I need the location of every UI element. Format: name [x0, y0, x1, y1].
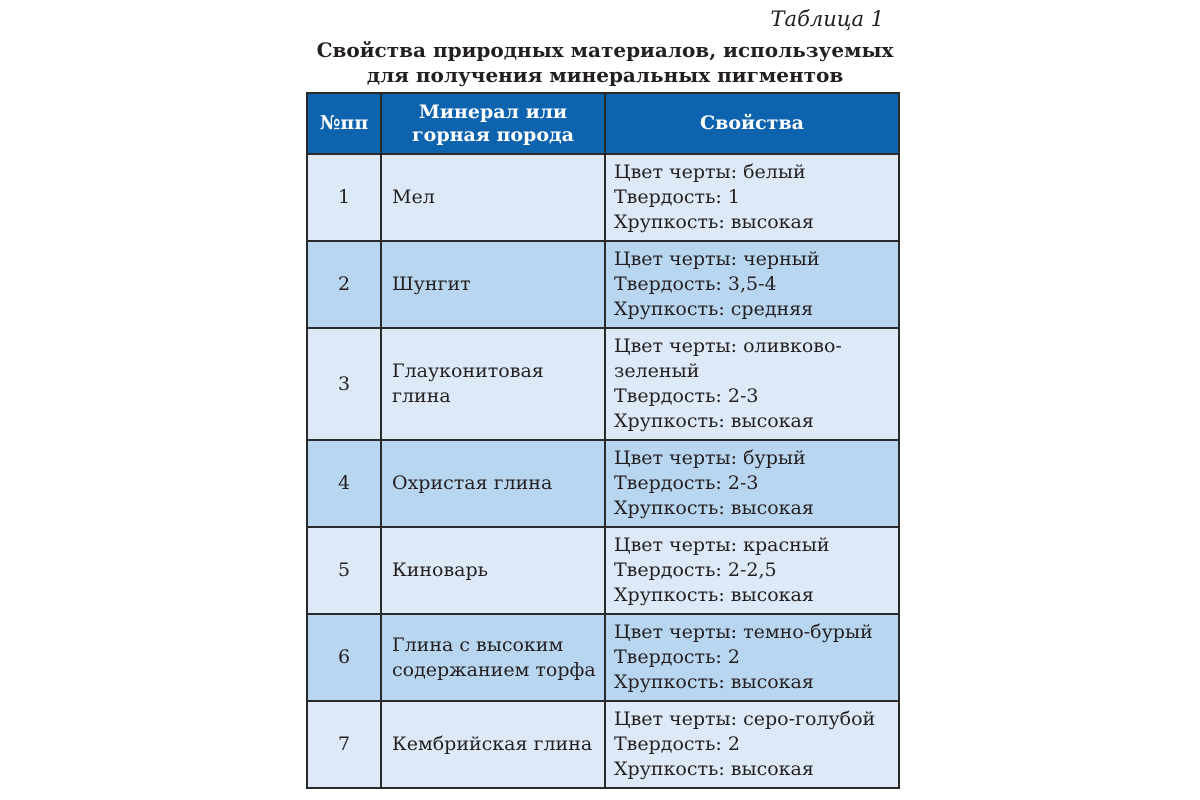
table-row — [307, 440, 899, 527]
streak-color: Цвет черты: серо-голубой — [614, 708, 876, 730]
mineral-name: Охристая глина — [381, 440, 605, 527]
table-row — [307, 328, 899, 440]
streak-color: Цвет черты: бурый — [614, 447, 806, 469]
row-number: 6 — [307, 614, 381, 701]
properties-cell — [605, 154, 899, 241]
brittleness: Хрупкость: высокая — [614, 584, 814, 606]
header-row — [307, 93, 899, 154]
hardness: Твердость: 2-3 — [614, 385, 759, 407]
brittleness: Хрупкость: высокая — [614, 671, 814, 693]
brittleness: Хрупкость: высокая — [614, 758, 814, 780]
table-row — [307, 527, 899, 614]
streak-color: Цвет черты: темно-бурый — [614, 621, 873, 643]
row-number: 5 — [307, 527, 381, 614]
row-number: 3 — [307, 328, 381, 440]
brittleness: Хрупкость: высокая — [614, 211, 814, 233]
hardness: Твердость: 3,5-4 — [614, 273, 777, 295]
table-row — [307, 241, 899, 328]
mineral-name: Глина с высоким содержанием торфа — [381, 614, 605, 701]
brittleness: Хрупкость: высокая — [614, 497, 814, 519]
row-number: 4 — [307, 440, 381, 527]
hardness: Твердость: 1 — [614, 186, 740, 208]
table-row — [307, 701, 899, 788]
streak-color: Цвет черты: оливково-зеленый — [614, 335, 842, 382]
table-caption: Таблица 1 — [770, 7, 884, 31]
row-number: 1 — [307, 154, 381, 241]
mineral-name: Мел — [381, 154, 605, 241]
table-row — [307, 614, 899, 701]
brittleness: Хрупкость: высокая — [614, 410, 814, 432]
properties-cell — [605, 701, 899, 788]
mineral-name: Шунгит — [381, 241, 605, 328]
properties-cell — [605, 440, 899, 527]
row-number: 2 — [307, 241, 381, 328]
streak-color: Цвет черты: красный — [614, 534, 830, 556]
properties-cell — [605, 241, 899, 328]
mineral-name: Кембрийская глина — [381, 701, 605, 788]
header-mineral: Минерал или горная порода — [381, 93, 605, 154]
hardness: Твердость: 2 — [614, 733, 740, 755]
properties-cell — [605, 328, 899, 440]
table-title: Свойства природных материалов, используемых для получения минеральных пигментов — [316, 38, 894, 87]
hardness: Твердость: 2-2,5 — [614, 559, 777, 581]
row-number: 7 — [307, 701, 381, 788]
hardness: Твердость: 2 — [614, 646, 740, 668]
header-num: №пп — [307, 93, 381, 154]
streak-color: Цвет черты: черный — [614, 248, 820, 270]
mineral-name: Глауконитовая глина — [381, 328, 605, 440]
properties-table — [306, 92, 900, 789]
properties-cell — [605, 614, 899, 701]
header-properties: Свойства — [605, 93, 899, 154]
hardness: Твердость: 2-3 — [614, 472, 759, 494]
mineral-name: Киноварь — [381, 527, 605, 614]
brittleness: Хрупкость: средняя — [614, 298, 814, 320]
streak-color: Цвет черты: белый — [614, 161, 806, 183]
table-row — [307, 154, 899, 241]
properties-cell — [605, 527, 899, 614]
